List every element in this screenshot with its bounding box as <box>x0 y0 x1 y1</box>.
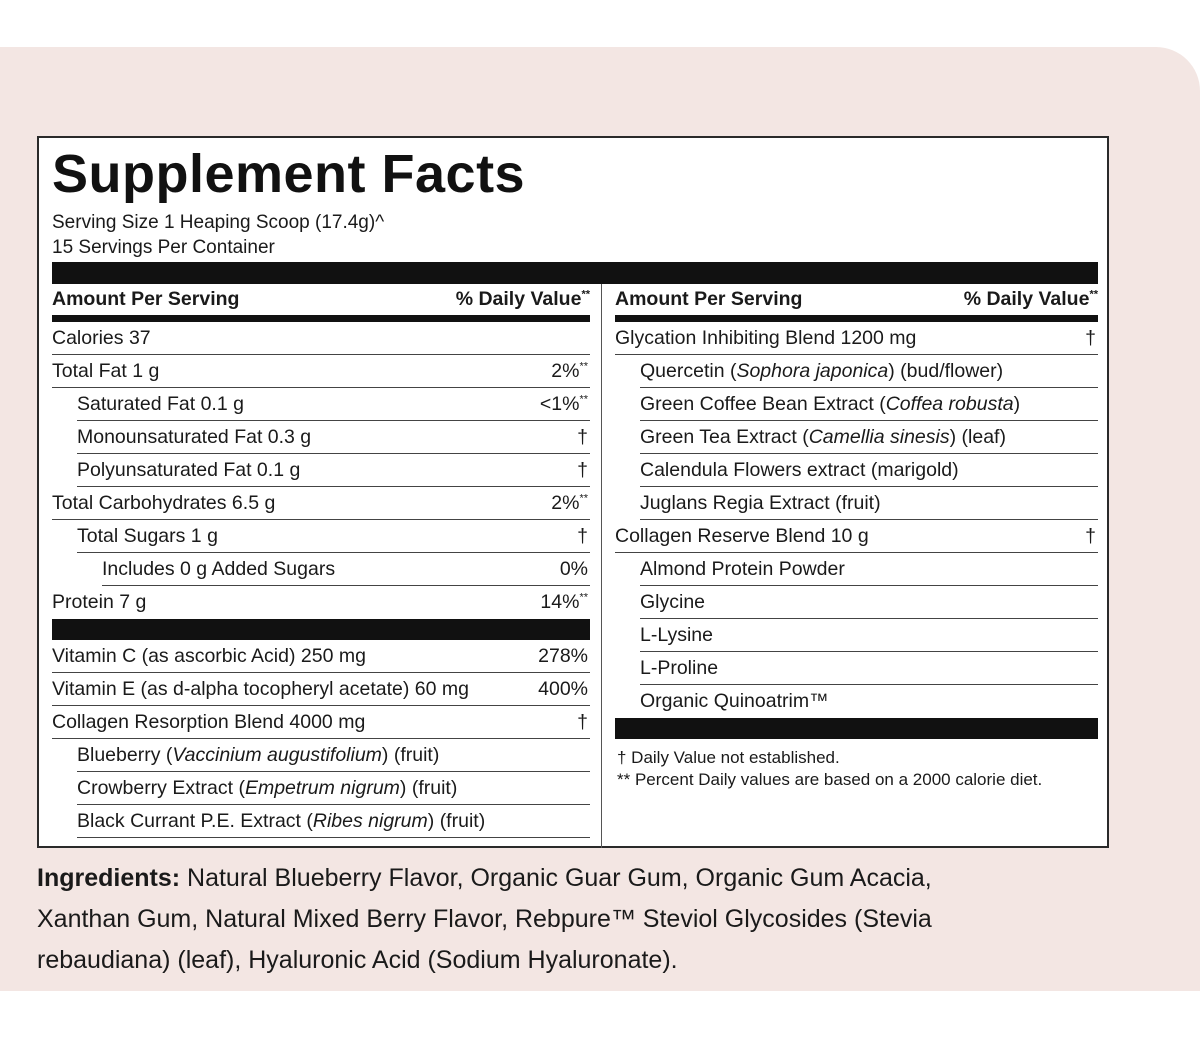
ingredients-label: Ingredients: <box>37 864 181 892</box>
serving-size: Serving Size 1 Heaping Scoop (17.4g)^ <box>52 212 385 233</box>
nutrient-row: Vitamin E (as d-alpha tocopheryl acetate) 60 mg 400% <box>52 673 590 706</box>
nutrient-row: Vitamin C (as ascorbic Acid) 250 mg 278% <box>52 640 590 673</box>
top-thick-bar <box>52 262 1098 284</box>
nutrient-row: Monounsaturated Fat 0.3 g † <box>77 421 590 454</box>
blend-row: Collagen Reserve Blend 10 g † <box>615 520 1098 553</box>
ingredient-row: Almond Protein Powder <box>640 553 1098 586</box>
ingredient-row: Crowberry Extract (Empetrum nigrum) (fruit) <box>77 772 590 805</box>
nutrient-row: Calories 37 <box>52 322 590 355</box>
blend-row: Glycation Inhibiting Blend 1200 mg † <box>615 322 1098 355</box>
ingredient-row: Green Tea Extract (Camellia sinesis) (leaf) <box>640 421 1098 454</box>
nutrient-row: Total Fat 1 g 2%** <box>52 355 590 388</box>
amount-header: Amount Per Serving <box>52 288 240 310</box>
footnote-dagger: † Daily Value not established. <box>617 748 840 767</box>
dv-header: % Daily Value** <box>455 288 590 310</box>
right-header <box>615 284 1098 322</box>
nutrient-row: Collagen Resorption Blend 4000 mg † <box>52 706 590 739</box>
dv-header: % Daily Value** <box>963 288 1098 310</box>
nutrient-row: Total Carbohydrates 6.5 g 2%** <box>52 487 590 520</box>
supplement-facts-panel <box>37 136 1109 848</box>
ingredient-row: Green Coffee Bean Extract (Coffea robusta) <box>640 388 1098 421</box>
right-column <box>615 284 1098 791</box>
ingredient-row: L-Lysine <box>640 619 1098 652</box>
thick-divider-bar <box>52 619 590 640</box>
left-column <box>52 284 590 838</box>
serving-info <box>52 210 384 260</box>
ingredient-row: Quercetin (Sophora japonica) (bud/flower) <box>640 355 1098 388</box>
nutrient-row: Total Sugars 1 g † <box>77 520 590 553</box>
nutrient-row: Protein 7 g 14%** <box>52 591 588 613</box>
ingredients-statement <box>37 858 977 981</box>
ingredient-row: Black Currant P.E. Extract (Ribes nigrum) (fruit) <box>77 805 590 838</box>
ingredient-row: Juglans Regia Extract (fruit) <box>640 487 1098 520</box>
ingredient-row: Calendula Flowers extract (marigold) <box>640 454 1098 487</box>
nutrient-row: Saturated Fat 0.1 g <1%** <box>77 388 590 421</box>
ingredient-row: Blueberry (Vaccinium augustifolium) (fruit) <box>77 739 590 772</box>
footnotes <box>615 747 1098 791</box>
nutrient-row: Includes 0 g Added Sugars 0% <box>102 553 590 586</box>
ingredient-row: L-Proline <box>640 652 1098 685</box>
column-divider <box>601 284 602 848</box>
ingredient-row: Glycine <box>640 586 1098 619</box>
nutrient-row: Polyunsaturated Fat 0.1 g † <box>77 454 590 487</box>
left-header <box>52 284 590 322</box>
ingredients-text: Natural Blueberry Flavor, Organic Guar Gum, Organic Gum Acacia, Xanthan Gum, Natural Mixed Berry Flavor, Rebpure™ Steviol Glycosides (Stevia rebaudiana) (leaf), Hyaluronic Acid (Sodium Hyaluronate). <box>37 864 932 974</box>
thick-divider-bar <box>615 718 1098 739</box>
amount-header: Amount Per Serving <box>615 288 803 310</box>
servings-per-container: 15 Servings Per Container <box>52 237 275 258</box>
facts-title: Supplement Facts <box>52 144 526 204</box>
footnote-percent: ** Percent Daily values are based on a 2000 calorie diet. <box>617 770 1043 789</box>
ingredient-row: Organic Quinoatrim™ <box>640 690 829 712</box>
